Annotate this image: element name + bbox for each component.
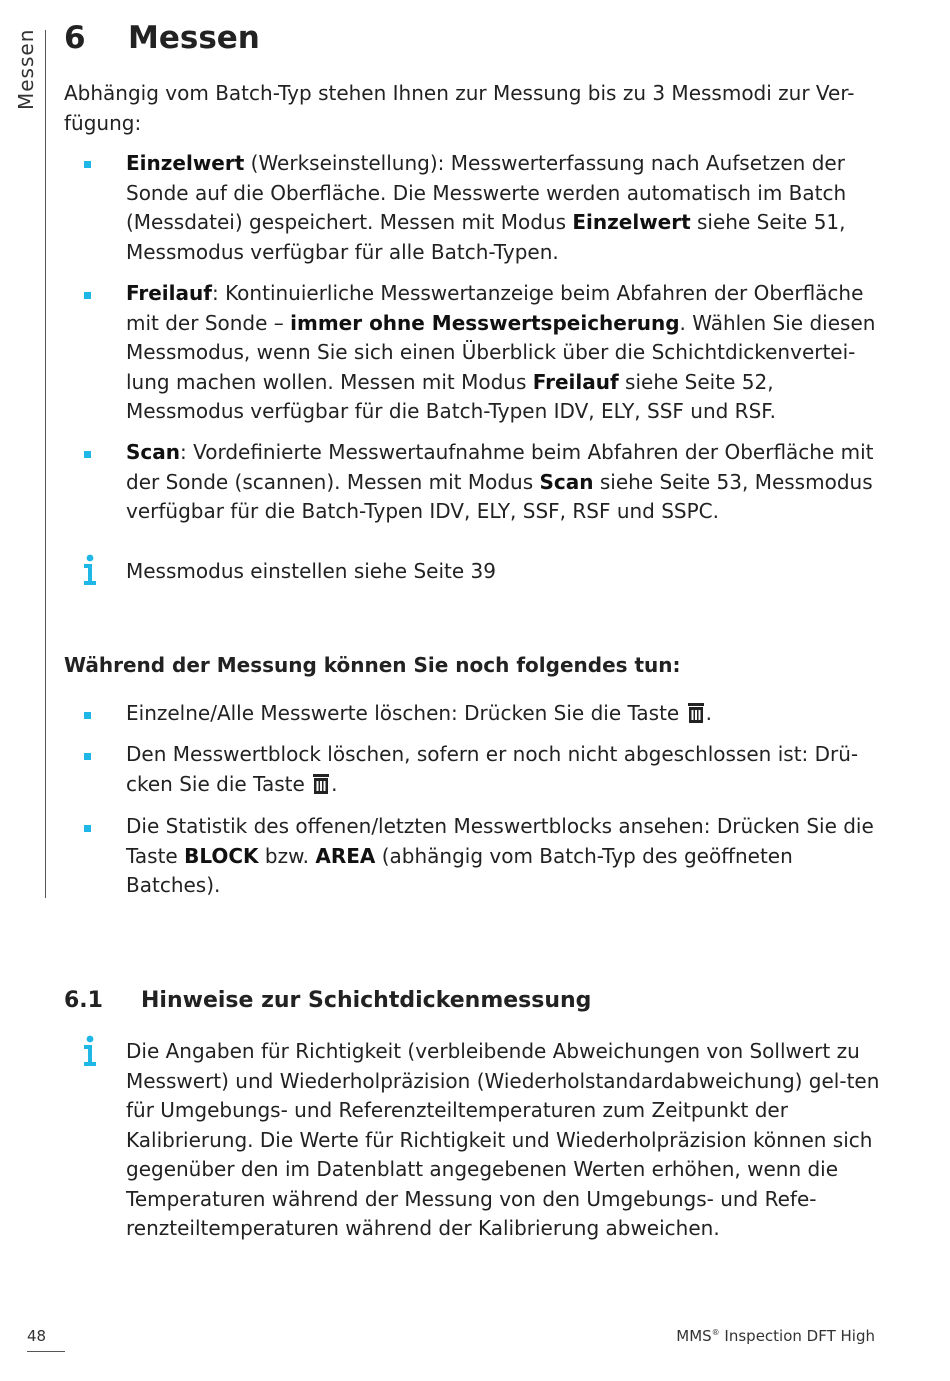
product-rest: Inspection DFT High (719, 1327, 875, 1345)
bullet-marker (84, 451, 91, 458)
bullet-marker (84, 753, 91, 760)
trash-icon (688, 703, 704, 723)
chapter-title: Messen (128, 20, 260, 56)
registered-mark: ® (711, 1328, 720, 1337)
mode-item-einzelwert (126, 149, 886, 267)
bullet-marker (84, 161, 91, 168)
section-title: Hinweise zur Schichtdickenmessung (141, 988, 592, 1013)
info-icon (81, 554, 99, 586)
key-area: AREA (315, 843, 376, 868)
mode-name: Freilauf (126, 281, 212, 305)
product-name: MMS (676, 1327, 712, 1345)
mode-text: siehe Seite 52, Messmodus verfügbar für die Batch-Typen IDV, ELY, SSF und RSF. (126, 369, 776, 423)
section-heading (64, 988, 591, 1013)
during-text: Einzelne/Alle Messwerte löschen: Drücken Sie die Taste (126, 701, 686, 725)
mode-text: siehe Seite 51, Messmodus verfügbar für alle Batch-Typen. (126, 210, 846, 264)
during-text: Die Statistik des offenen/letzten Messwertblocks ansehen: Drücken Sie die Taste (126, 814, 874, 868)
bullet-marker (84, 825, 91, 832)
during-heading: Während der Messung können Sie noch folgendes tun: (64, 653, 681, 677)
mode-ref: Scan (539, 469, 594, 494)
mode-ref: Freilauf (532, 369, 619, 394)
mode-text: : Vordefinierte Messwertaufnahme beim Abfahren der Oberfläche mit der Sonde (scannen). Messen mit Modus (126, 440, 874, 494)
during-item (126, 699, 886, 729)
chapter-number: 6 (64, 20, 86, 56)
bullet-marker (84, 292, 91, 299)
intro-paragraph: Abhängig vom Batch-Typ stehen Ihnen zur Messung bis zu 3 Messmodi zur Ver-fügung: (64, 81, 855, 135)
during-item (126, 740, 886, 799)
during-text: bzw. (258, 843, 316, 868)
footer-product (676, 1327, 875, 1345)
section-number: 6.1 (64, 988, 103, 1013)
mode-text: (Werkseinstellung): Messwerterfassung nach Aufsetzen der Sonde auf die Oberfläche. Die Messwerte werden automatisch im Batch (Messdatei) gespeichert. Messen mit Modus (126, 151, 847, 234)
mode-emphasis: immer ohne Messwertspeicherung (290, 310, 680, 335)
bullet-marker (84, 712, 91, 719)
mode-text: . Wählen Sie diesen Messmodus, wenn Sie sich einen Überblick über die Schichtdickenvertei-lung machen wollen. Messen mit Modus (126, 310, 876, 394)
mode-text: siehe Seite 53, Messmodus verfügbar für die Batch-Typen IDV, ELY, SSF, RSF und SSPC. (126, 469, 873, 523)
mode-ref: Einzelwert (572, 210, 691, 234)
info-note-measure-mode: Messmodus einstellen siehe Seite 39 (126, 559, 496, 583)
footer-divider (27, 1351, 65, 1352)
info-icon (81, 1035, 99, 1067)
mode-name: Scan (126, 440, 180, 464)
side-divider (45, 30, 46, 898)
during-text: (abhängig vom Batch-Typ des geöffneten Batches). (126, 843, 793, 897)
mode-item-scan (126, 438, 886, 527)
side-tab-label: Messen (14, 28, 38, 110)
during-text: . (705, 701, 712, 725)
mode-text: : Kontinuierliche Messwertanzeige beim Abfahren der Oberfläche mit der Sonde – (126, 281, 864, 335)
during-text: . (331, 771, 338, 796)
trash-icon (313, 774, 329, 794)
during-item (126, 812, 886, 901)
chapter-heading (64, 20, 260, 56)
mode-name: Einzelwert (126, 151, 245, 175)
mode-item-freilauf (126, 279, 886, 427)
during-text: Den Messwertblock löschen, sofern er noch nicht abgeschlossen ist: Drü-cken Sie die Taste (126, 742, 859, 796)
key-block: BLOCK (184, 843, 259, 868)
page-number: 48 (27, 1327, 47, 1345)
info-note-accuracy: Die Angaben für Richtigkeit (verbleibende Abweichungen von Sollwert zu Messwert) und Wiederholpräzision (Wiederholstandardabweichung) gel-ten für Umgebungs- und Referenzteiltemperaturen zum Zeitpunkt der Kalibrierung. Die Werte für Richtigkeit und Wiederholpräzision können sich gegenüber den im Datenblatt angegebenen Werten erhöhen, wenn die Temperaturen während der Messung von den Umgebungs- und Refe-renzteiltemperaturen während der Kalibrierung abweichen. (126, 1039, 880, 1240)
